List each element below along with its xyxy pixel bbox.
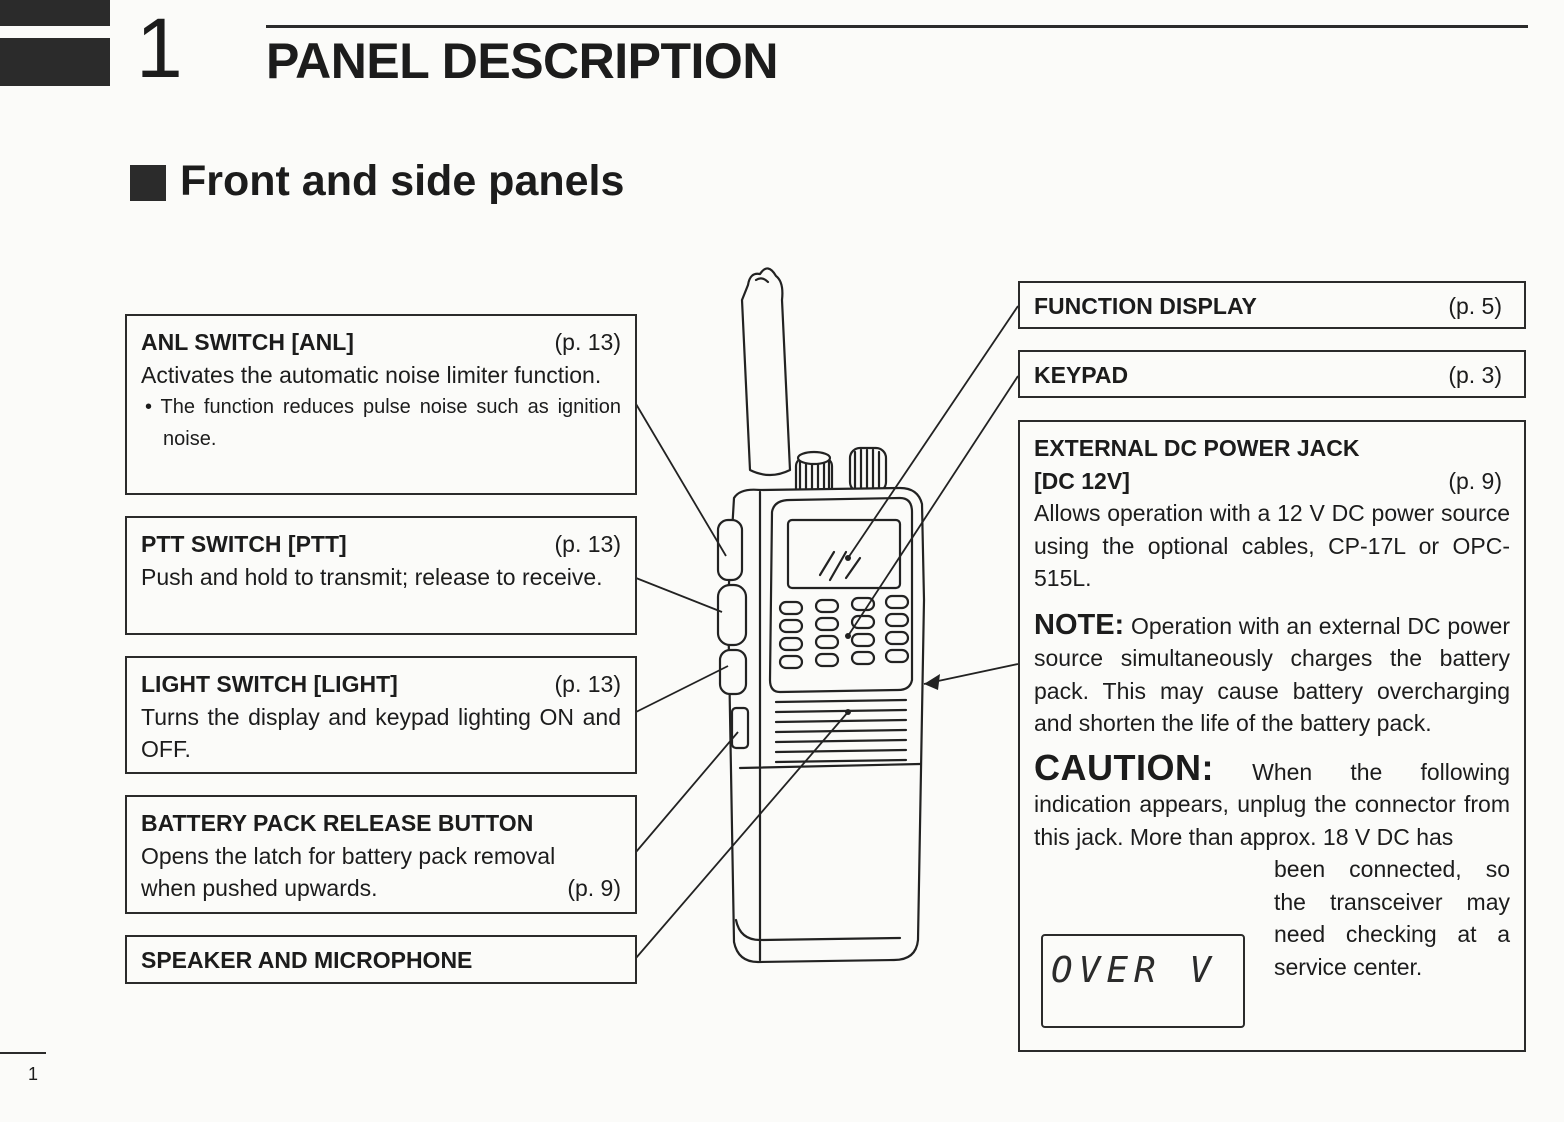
page-number-rule — [0, 1052, 46, 1054]
function-display-callout — [1018, 281, 1526, 329]
ptt-switch-heading: PTT SWITCH [PTT] — [141, 531, 347, 557]
chapter-number: 1 — [136, 1, 183, 95]
battery-release-description-line2: when pushed upwards. — [141, 875, 378, 901]
keypad-heading: KEYPAD — [1034, 362, 1129, 388]
page-title: PANEL DESCRIPTION — [266, 33, 778, 89]
battery-release-description-line1: Opens the latch for battery pack removal — [141, 842, 556, 869]
anl-switch-description: Activates the automatic noise limiter function. — [141, 361, 602, 388]
light-switch-page-ref: (p. 13) — [554, 671, 621, 697]
anl-switch-bullet: • The function reduces pulse noise such as ignition noise. — [145, 396, 621, 450]
function-display-page-ref: (p. 5) — [1448, 293, 1502, 319]
battery-release-page-ref: (p. 9) — [567, 875, 621, 901]
speaker-mic-callout — [125, 935, 637, 984]
light-switch-heading: LIGHT SWITCH [LIGHT] — [141, 671, 398, 697]
battery-release-heading: BATTERY PACK RELEASE BUTTON — [141, 810, 534, 836]
light-switch-callout — [125, 656, 637, 774]
speaker-mic-heading: SPEAKER AND MICROPHONE — [141, 947, 473, 973]
anl-switch-heading: ANL SWITCH [ANL] — [141, 329, 354, 355]
dc-jack-heading-line1: EXTERNAL DC POWER JACK — [1034, 435, 1360, 461]
ptt-switch-page-ref: (p. 13) — [554, 531, 621, 557]
note-label: NOTE: — [1034, 608, 1125, 641]
caution-text-top: When the following indication appears, unplug the connector from this jack. More than approx. 18 V DC has — [1034, 758, 1510, 850]
function-display-heading: FUNCTION DISPLAY — [1034, 293, 1257, 319]
dc-jack-heading-line2: [DC 12V] — [1034, 467, 1130, 494]
dc-jack-page-ref: (p. 9) — [1448, 467, 1502, 494]
page-number: 1 — [28, 1064, 39, 1084]
light-switch-description: Turns the display and keypad lighting ON and OFF. — [141, 703, 621, 762]
caution-text-side: been connected, so the transceiver may need checking at a service center. — [1274, 856, 1510, 980]
note-text: Operation with an external DC power source simultaneously charges the battery pack. This may cause battery overcharging and shorten the life of the battery pack. — [1034, 612, 1510, 736]
ptt-switch-callout — [125, 516, 637, 635]
keypad-callout — [1018, 350, 1526, 398]
anl-switch-callout — [125, 314, 637, 495]
keypad-page-ref: (p. 3) — [1448, 362, 1502, 388]
battery-release-callout — [125, 795, 637, 914]
dc-jack-caution — [1034, 746, 1510, 854]
anl-switch-page-ref: (p. 13) — [554, 329, 621, 355]
ptt-switch-description: Push and hold to transmit; release to receive. — [141, 563, 603, 590]
dc-jack-description: Allows operation with a 12 V DC power source using the optional cables, CP-17L or OPC-515L. — [1034, 500, 1510, 591]
over-voltage-lcd: OVER V — [1041, 934, 1245, 1028]
caution-label: CAUTION: — [1034, 746, 1214, 788]
dc-jack-note — [1034, 609, 1510, 740]
section-title: Front and side panels — [180, 157, 625, 205]
